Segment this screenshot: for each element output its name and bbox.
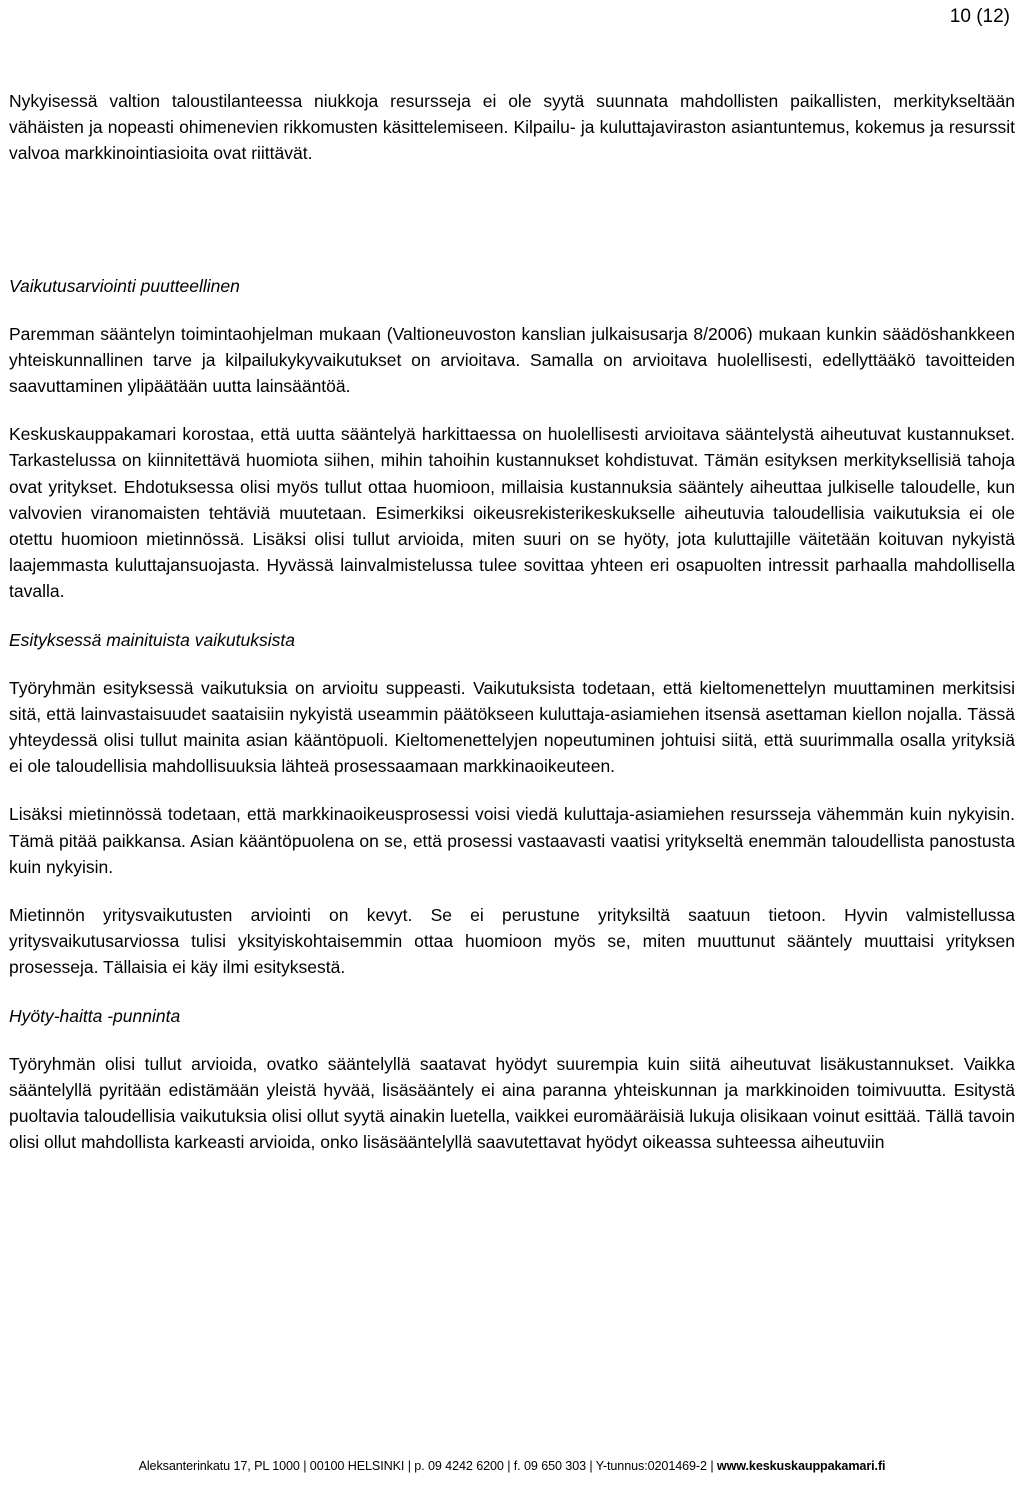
footer — [0, 1459, 1024, 1473]
paragraph-2: Paremman sääntelyn toimintaohjelman mukaan (Valtioneuvoston kanslian julkaisusarja 8/2006) mukaan kunkin säädöshankkeen yhteiskunnallinen tarve ja kilpailukykyvaikutukset on arvioitava. Samalla on arvioitava huolellisesti, edellyttääkö tavoitteiden saavuttaminen ylipäätään uutta lainsääntöä. — [9, 323, 1015, 397]
document-body — [9, 88, 1015, 1155]
paragraph-6: Mietinnön yritysvaikutusten arviointi on kevyt. Se ei perustune yrityksiltä saatuun tietoon. Hyvin valmistellussa yritysvaikutusarviossa tulisi yksityiskohtaisemmin ottaa huomioon myös se, miten muuttunut sääntely muuttaisi yrityksen prosesseja. Tällaisia ei käy ilmi esityksestä. — [9, 905, 1015, 978]
paragraph-7: Työryhmän olisi tullut arvioida, ovatko sääntelyllä saatavat hyödyt suurempia kuin siitä aiheutuvat lisäkustannukset. Vaikka sääntelyllä pyritään edistämään yleistä hyvää, lisäsääntely ei aina paranna yhteiskunnan ja markkinoiden toimivuutta. Esitystä puoltavia taloudellisia vaikutuksia olisi ollut syytä ainakin luetella, vaikkei euromääräisiä lukuja olisikaan voinut esittää. Tällä tavoin olisi ollut mahdollista karkeasti arvioida, onko lisäsääntelyllä saavutettavat hyödyt oikeassa suhteessa aiheutuviin — [9, 1053, 1015, 1153]
paragraph-1: Nykyisessä valtion taloustilanteessa niukkoja resursseja ei ole syytä suunnata mahdollisten paikallisten, merkitykseltään vähäisten ja nopeasti ohimenevien rikkomusten käsittelemiseen. Kilpailu- ja kuluttajaviraston asiantuntemus, kokemus ja resurssit valvoa markkinointiasioita ovat riittävät. — [9, 91, 1015, 164]
footer-address: Aleksanterinkatu 17, PL 1000 | 00100 HELSINKI | p. 09 4242 6200 | f. 09 650 303 | Y-tunnus:0201469-2 | — [138, 1459, 717, 1473]
heading-esityksessa: Esityksessä mainituista vaikutuksista — [9, 629, 295, 650]
heading-hyoty-haitta: Hyöty-haitta -punninta — [9, 1005, 181, 1026]
page-number: 10 (12) — [949, 6, 1010, 27]
paragraph-3: Keskuskauppakamari korostaa, että uutta sääntelyä harkittaessa on huolellisesti arvioitava sääntelystä aiheutuvat kustannukset. Tarkastelussa on kiinnitettävä huomiota siihen, mihin tahoihin kustannukset kohdistuvat. Tämän esityksen merkityksellisiä tahoja ovat yritykset. Ehdotuksessa olisi myös tullut ottaa huomioon, millaisia kustannuksia sääntely aiheuttaa julkiselle taloudelle, kun valvovien viranomaisten tehtäviä muutetaan. Esimerkiksi oikeusrekisterikeskukselle aiheutuvia taloudellisia vaikutuksia ei ole otettu huomioon mietinnössä. Lisäksi olisi tullut arvioida, miten suuri on se hyöty, jota kuluttajille väitetään koituvan nykyistä laajemmasta kuluttajansuojasta. Hyvässä lainvalmistelussa tulee sovittaa yhteen eri osapuolten intressit parhaalla mahdollisella tavalla. — [9, 424, 1015, 602]
paragraph-4: Työryhmän esityksessä vaikutuksia on arvioitu suppeasti. Vaikutuksista todetaan, että kieltomenettelyn muuttaminen merkitsisi sitä, että lainvastaisuudet saataisiin nykyistä useammin päätökseen kuluttaja-asiamiehen itsensä asettaman kiellon nojalla. Tässä yhteydessä olisi tullut mainita asian kääntöpuoli. Kieltomenettelyjen nopeutuminen johtuisi siitä, että suurimmalla osalla yrityksiä ei ole taloudellisia mahdollisuuksia lähteä prosessaamaan markkinaoikeuteen. — [9, 677, 1015, 777]
paragraph-5: Lisäksi mietinnössä todetaan, että markkinaoikeusprosessi voisi viedä kuluttaja-asiamiehen resursseja vähemmän kuin nykyisin. Tämä pitää paikkansa. Asian kääntöpuolena on se, että prosessi vastaavasti vaatisi yritykseltä enemmän taloudellista panostusta kuin nykyisin. — [9, 804, 1015, 877]
heading-vaikutusarviointi: Vaikutusarviointi puutteellinen — [9, 275, 240, 296]
footer-website-link[interactable]: www.keskuskauppakamari.fi — [716, 1459, 886, 1473]
